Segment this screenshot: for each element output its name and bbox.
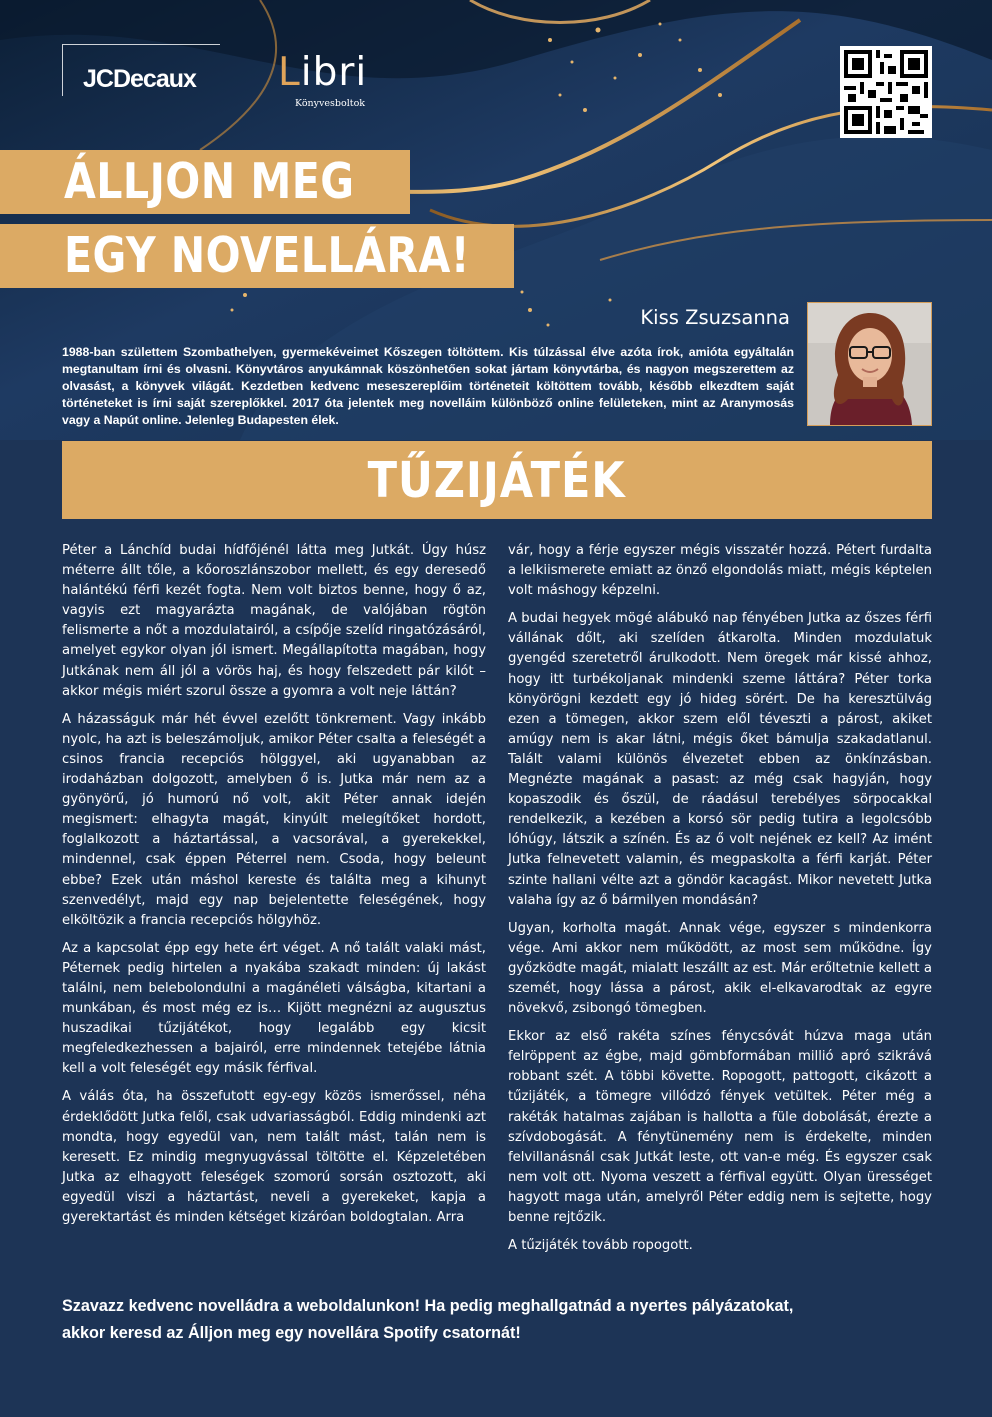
story-paragraph: Az a kapcsolat épp egy hete ért véget. A nő talált valaki mást, Péternek pedig hirtelen a nyakába szakadt minden: új lakást találni, nem belebolondulni a magánéleti válságba, kitartani a munkában, és most még ez is… Kijött megnézni az augusztus huszadikai tűzijátékot, hogy legalább egy kicsit megfeledkezhessen a bajairól, erre mindennek tetejébe látnia kell a volt feleségét egy másik férfival. [62, 940, 486, 1077]
story-paragraph: A tűzijáték tovább ropogott. [508, 1238, 693, 1254]
story-paragraph: Ekkor az első rakéta színes fénycsóvát húzva maga után felröppent az égbe, majd gömbformában millió apró szikrává robbant szét. A többi követte. Ropogott, pattogott, cikázott a tűzijáték, a tömegre villódzó fények vetültek. Péter még a rakéták hatalmas zajában is hallotta a füle dobolását, érezte a szívdobogását. A fénytünemény nem is érdekelte, minden felvillanásnál csak Jutkát leste, ott van-e még. És egyszer csak nem volt ott. Nyoma veszett a férfival együtt. Olyan ürességet hagyott maga után, amelyről Péter eddig nem is sejtette, hogy benne rejtőzik. [508, 1029, 932, 1225]
cta-line-2: akkor keresd az Álljon meg egy novellára Spotify csatornát! [62, 1324, 521, 1342]
libri-initial: L [278, 50, 301, 95]
story-paragraph: A budai hegyek mögé alábukó nap fényében Jutka az őszes férfi vállának dőlt, aki szelíden átkarolta. Minden mozdulatuk gyengéd szeretetről árulkodott. Nem öregek már kissé ahhoz, hogy itt turbékoljanak mindenki szeme láttára? Péter torka könyörögni kezdett egy jó hideg sörért. De ha keresztülvág ezen a tömegen, akkor szem elől téveszti a párost, akiket amúgy nem is akar látni, mégis őket bámulja szakadatlanul. Talált valami különös élvezetet ebben az önkínzásban. Megnézte magának a pasast: az még csak hagyján, hogy kopaszodik és őszül, de ráadásul terebélyes sörpocakkal rendelkezik, a kezében a korsó sör pedig tutira a legolcsóbb lóhúgy, látszik a színén. És az ő volt nejének ez kell? Az imént Jutka felnevetett valamin, és megpaskolta a férfi karját. Péter szinte hallani vélte azt a göndör kacagást. Mikor nevetett Jutka valaha így az ő bármilyen mondásán? [508, 611, 932, 908]
author-portrait-icon [808, 303, 931, 425]
story-paragraph: Péter a Lánchíd budai hídfőjénél látta meg Jutkát. Úgy húsz méterre állt tőle, a kőoroszlánszobor mellett, és egy deresedő halántékú férfi kezét fogta. Nem volt biztos benne, hogy ő az, vagyis ezt magyarázta magának, de valójában rögtön felismerte a nőt a mozdulatairól, a csípője szelíd ringatózásáról, amelyet egykor olyan jól ismert. Megállapította magában, hogy Jutkának nem áll jól a vörös haj, és hogy felszedett pár kilót – akkor mégis miért szorul össze a gyomra a volt neje láttán? [62, 543, 486, 699]
qr-code[interactable] [840, 46, 932, 138]
headline-line-1 [0, 150, 410, 214]
story-column-left [62, 541, 486, 1236]
call-to-action [62, 1293, 942, 1347]
jcdecaux-logo-text: JCDecaux [83, 65, 196, 93]
author-photo [807, 302, 932, 426]
story-title-bar [62, 441, 932, 519]
author-bio: 1988-ban születtem Szombathelyen, gyermekéveimet Kőszegen töltöttem. Kis túlzással élve azóta írok, amióta egyáltalán megtanultam írni és olvasni. Könyvtáros anyukámnak köszönhetően sokat jártam könyvtárba, és nagyon megszerettem az olvasást, a könyvek világát. Kezdetben kedvenc meseszereplőim történeteit költöttem tovább, később elkezdtem saját történeteket is írni saját szereplőkkel. 2017 óta jelentek meg novelláim különböző online felületeken, mint az Aranymosás vagy a Napút online. Jelenleg Budapesten élek. [62, 345, 794, 427]
story-paragraph: Ugyan, korholta magát. Annak vége, egyszer s mindenkorra vége. Ami akkor nem működött, az most sem működne. Így győzködte magát, mialatt leszállt az est. Már erőltetnie kellett a szemét, hogy lássa a párost, akik el-elkavarodtak az egyre növekvő, zsibongó tömegben. [508, 920, 932, 1017]
cta-line-1: Szavazz kedvenc novelládra a weboldalunkon! Ha pedig meghallgatnád a nyertes pályázatokat, [62, 1297, 794, 1315]
libri-subtitle: Könyvesboltok [295, 98, 366, 109]
headline-line-2-text: EGY NOVELLÁRA! [64, 227, 470, 284]
story-paragraph: A házasságuk már hét évvel ezelőtt tönkrement. Vagy inkább nyolc, ha azt is beleszámoljuk, amikor Péter csalta a feleségét a csinos francia recepciós hölggyel, aki ugyanabban az irodaházban dolgozott, amelyben ő is. Jutka már nem az a gyönyörű, jó humorú nő volt, akit Péter annak idején megismert: elhagyta magát, kinyúlt melegítőket hordott, foglalkozott a háztartással, a vacsorával, a gyerekekkel, mindennel, csak éppen Péterrel nem. Csoda, hogy beleunt ebbe? Ezek után máshol kereste és találta meg a kihunyt szenvedélyt, majd egy nap bejelentette feleségének, hogy elköltözik a francia recepciós hölgyhöz. [62, 711, 486, 928]
story-title: TŰZIJÁTÉK [367, 452, 627, 509]
author-name: Kiss Zsuzsanna [640, 306, 790, 329]
story-paragraph: A válás óta, ha összefutott egy-egy közös ismerőssel, néha érdeklődött Jutka felől, csak udvariasságból. Eddig mindenki azt mondta, hogy egyedül van, nem talált mást, talán nem is keresett. Ez mindig megnyugvással töltötte el. Képzeletében Jutka az elhagyott feleségek szomorú sorsán osztozott, aki egyedül viszi a háztartást, neveli a gyerekeket, kapja a gyerektartást és minden kétséget kizáróan boldogtalan. Arra [62, 1089, 486, 1225]
libri-rest: ibri [300, 50, 368, 95]
qr-code-icon [840, 46, 932, 138]
headline-line-1-text: ÁLLJON MEG [64, 153, 355, 210]
jcdecaux-logo [62, 44, 220, 96]
story-paragraph: vár, hogy a férje egyszer mégis visszatér hozzá. Pétert furdalta a lelkiismerete emiatt az önző elgondolás miatt, mégis képtelen volt máshogy képzelni. [508, 543, 932, 599]
libri-logo [278, 52, 390, 112]
headline-line-2 [0, 224, 514, 288]
libri-wordmark [278, 52, 367, 94]
story-column-right [508, 541, 932, 1264]
